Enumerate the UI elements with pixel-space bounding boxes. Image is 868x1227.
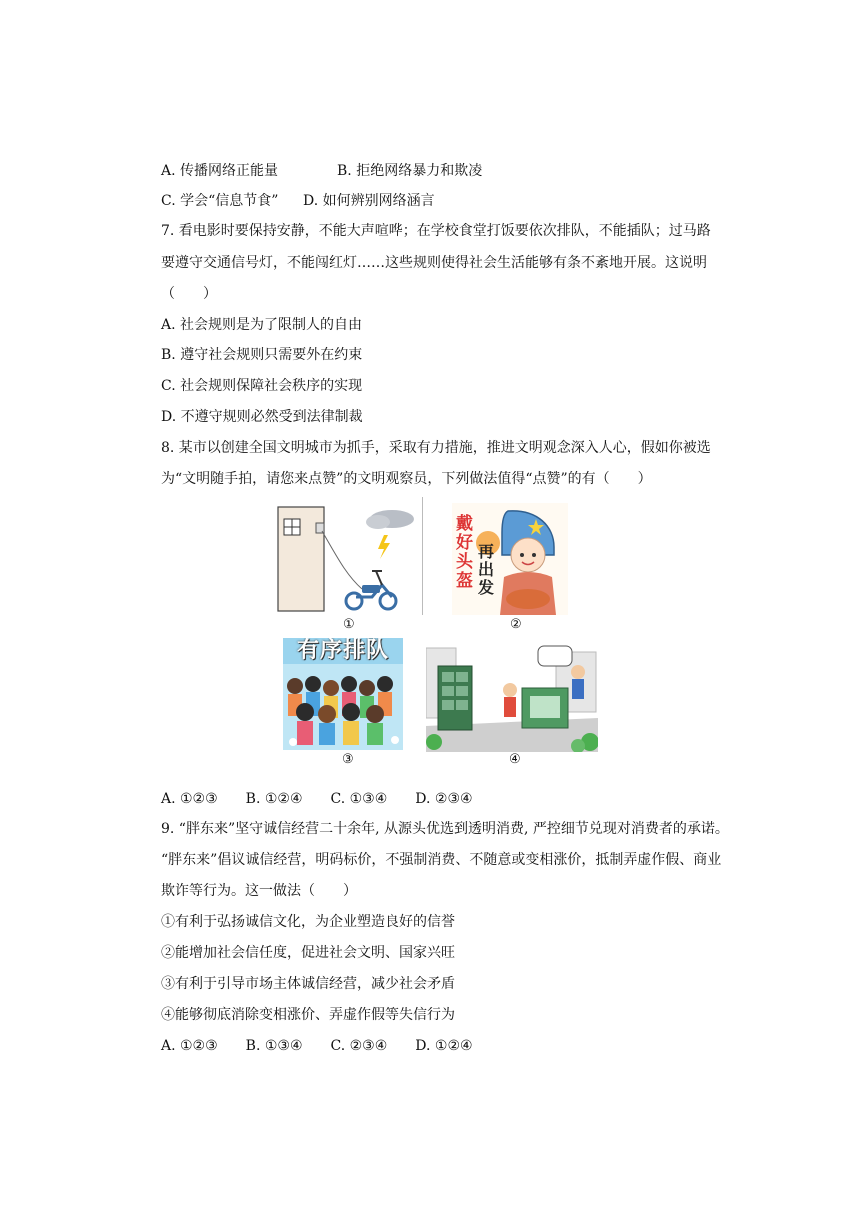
q9-item-1: ①有利于弘扬诚信文化，为企业塑造良好的信誉 [161,914,455,930]
q9-item-3: ③有利于引导市场主体诚信经营，减少社会矛盾 [161,976,455,992]
slogan-char: 盔 [456,571,473,591]
q8-stem-line-1: 8. 某市以创建全国文明城市为抓手，采取有力措施，推进文明观念深入人心，假如你被选 [161,440,711,456]
image-divider [422,497,423,615]
slogan-char: 头 [456,552,473,572]
q8-image-1-caption: ① [343,617,355,632]
q8-image-4-garbage-sorting [426,638,598,752]
q7-option-b: B. 遵守社会规则只需要外在约束 [161,347,363,363]
q9-stem-line-3: 欺诈等行为。这一做法（ ） [161,883,357,899]
q6-options-row-2 [161,192,435,210]
q9-answer-options: A. ①②③ B. ①③④ C. ②③④ D. ①②④ [161,1038,473,1054]
q9-stem-line-1: 9. “胖东来”坚守诚信经营二十余年, 从源头优选到透明消费, 严控细节兑现对消费者的承诺。 [161,821,729,837]
slogan-char: 好 [456,533,473,553]
q7-stem-line-2: 要遵守交通信号灯，不能闯红灯……这些规则使得社会生活能够有条不紊地开展。这说明 [161,255,707,271]
q9-stem-line-2: “胖东来”倡议诚信经营，明码标价，不强制消费、不随意或变相涨价，抵制弄虚作假、商业 [161,852,722,868]
q8-image-2-helmet [452,503,568,615]
q7-stem-line-1: 7. 看电影时要保持安静，不能大声喧哗；在学校食堂打饭要依次排队，不能插队；过马路 [161,223,711,239]
queue-poster-title: 有序排队 [296,638,389,663]
slogan-char: 戴 [456,514,473,534]
helmet-slogan-right [478,543,496,597]
q8-stem-line-2: 为“文明随手拍，请您来点赞”的文明观察员，下列做法值得“点赞”的有（ ） [161,471,652,487]
garbage-sorting-illustration [426,638,598,752]
q6-options-row-1 [161,162,482,180]
q7-option-a: A. 社会规则是为了限制人的自由 [161,317,363,333]
q7-stem-line-3: （ ） [161,286,217,302]
q8-image-2-caption: ② [510,617,522,632]
slogan-char: 再 [478,542,495,561]
q8-image-3-caption: ③ [342,752,354,767]
ebike-charging-illustration [276,505,418,613]
q8-image-1-charging-ebike [276,505,418,613]
q8-image-4-caption: ④ [509,752,521,767]
slogan-char: 出 [478,560,495,579]
q8-image-3-queue [283,638,403,750]
q9-item-2: ②能增加社会信任度，促进社会文明、国家兴旺 [161,945,455,961]
q7-option-d: D. 不遵守规则必然受到法律制裁 [161,409,363,425]
q8-answer-options: A. ①②③ B. ①②④ C. ①③④ D. ②③④ [161,791,473,807]
q6-option-c: C. 学会“信息节食” [161,193,279,209]
slogan-char: 发 [478,578,495,597]
q6-option-a: A. 传播网络正能量 [161,163,279,179]
q7-option-c: C. 社会规则保障社会秩序的实现 [161,378,363,394]
helmet-slogan-left [456,515,474,591]
q6-option-b: B. 拒绝网络暴力和欺凌 [337,163,483,179]
q6-option-d: D. 如何辨别网络涵言 [303,193,435,209]
q9-item-4: ④能够彻底消除变相涨价、弄虚作假等失信行为 [161,1007,455,1023]
